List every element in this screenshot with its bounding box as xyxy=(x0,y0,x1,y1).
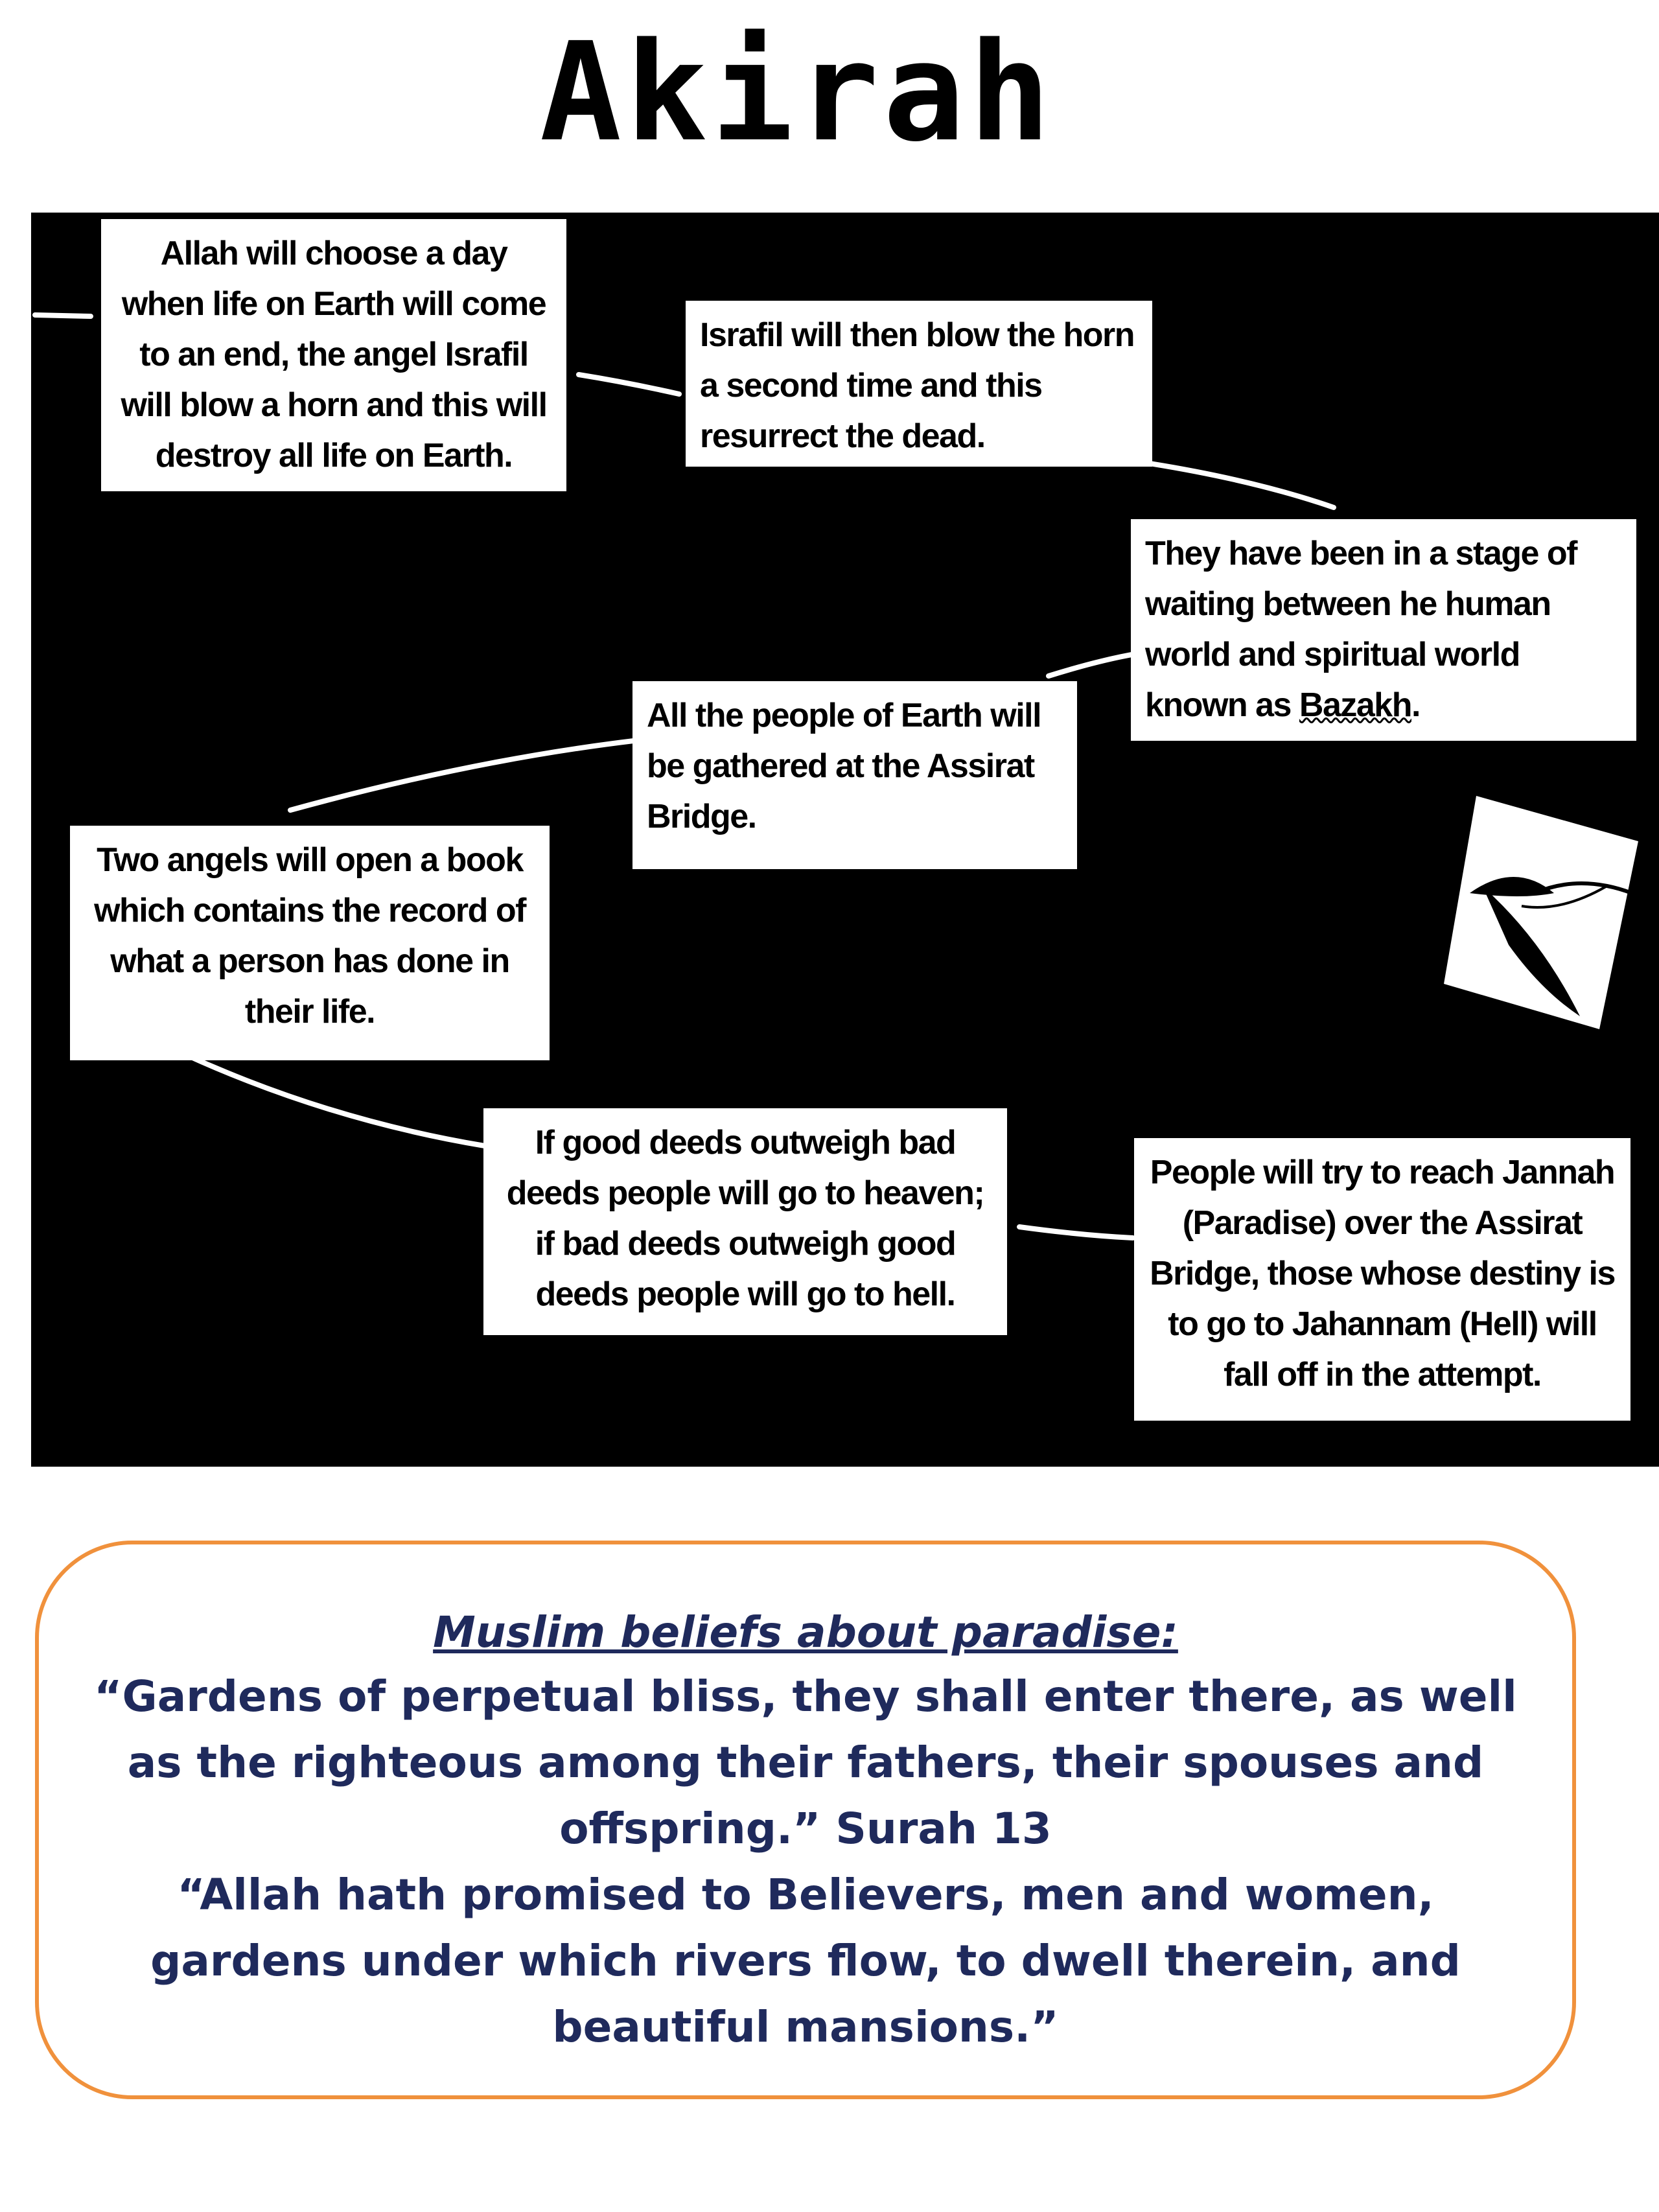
connector-line xyxy=(579,375,679,394)
step-text: Two angels will open a book which contains the record of what a person has done in their life. xyxy=(94,841,526,1030)
paradise-beliefs-box xyxy=(35,1541,1576,2099)
quote-surah-13: “Gardens of perpetual bliss, they shall enter there, as well as the righteous among their fathers, their spouses and offspring.” Surah 13 xyxy=(94,1671,1517,1854)
step-text: If good deeds outweigh bad deeds people will go to heaven; if bad deeds outweigh good deeds people will go to hell. xyxy=(506,1124,984,1313)
feather-quill-icon xyxy=(1444,796,1638,1029)
akirah-cycle-diagram xyxy=(31,213,1659,1467)
step-card-day-of-judgement xyxy=(101,219,566,491)
connector-line xyxy=(1133,461,1334,507)
step-card-book-of-deeds xyxy=(70,826,550,1060)
step-card-gathering xyxy=(632,681,1077,869)
quote-gardens: “Allah hath promised to Believers, men and women, gardens under which rivers flow, to dwell therein, and beautiful mansions.” xyxy=(150,1870,1461,2052)
paradise-heading: Muslim beliefs about paradise: xyxy=(433,1607,1178,1657)
connector-line xyxy=(290,741,634,810)
step-text: Allah will choose a day when life on Earth will come to an end, the angel Israfil will blow a horn and this will destroy all life on Earth. xyxy=(121,235,547,474)
step-text-term: Bazakh xyxy=(1299,686,1411,724)
step-text: People will try to reach Jannah (Paradise) over the Assirat Bridge, those whose destiny is to go to Jahannam (Hell) will fall off in the attempt. xyxy=(1150,1154,1615,1393)
step-card-bazakh xyxy=(1131,519,1636,741)
connector-line xyxy=(1019,1227,1133,1238)
step-text: They have been in a stage of waiting between he human world and spiritual world known as xyxy=(1145,535,1577,724)
step-card-second-horn xyxy=(686,301,1152,467)
connector-line xyxy=(187,1055,485,1146)
page-title: Akirah xyxy=(539,13,1055,172)
step-card-judgement xyxy=(483,1108,1007,1335)
step-text: . xyxy=(1411,686,1420,724)
connector-line xyxy=(35,315,91,316)
step-text: Israfil will then blow the horn a second time and this resurrect the dead. xyxy=(700,316,1134,455)
connector-line xyxy=(1049,653,1139,676)
step-text: All the people of Earth will be gathered at the Assirat Bridge. xyxy=(647,697,1041,835)
step-card-assirat-bridge xyxy=(1134,1138,1630,1421)
